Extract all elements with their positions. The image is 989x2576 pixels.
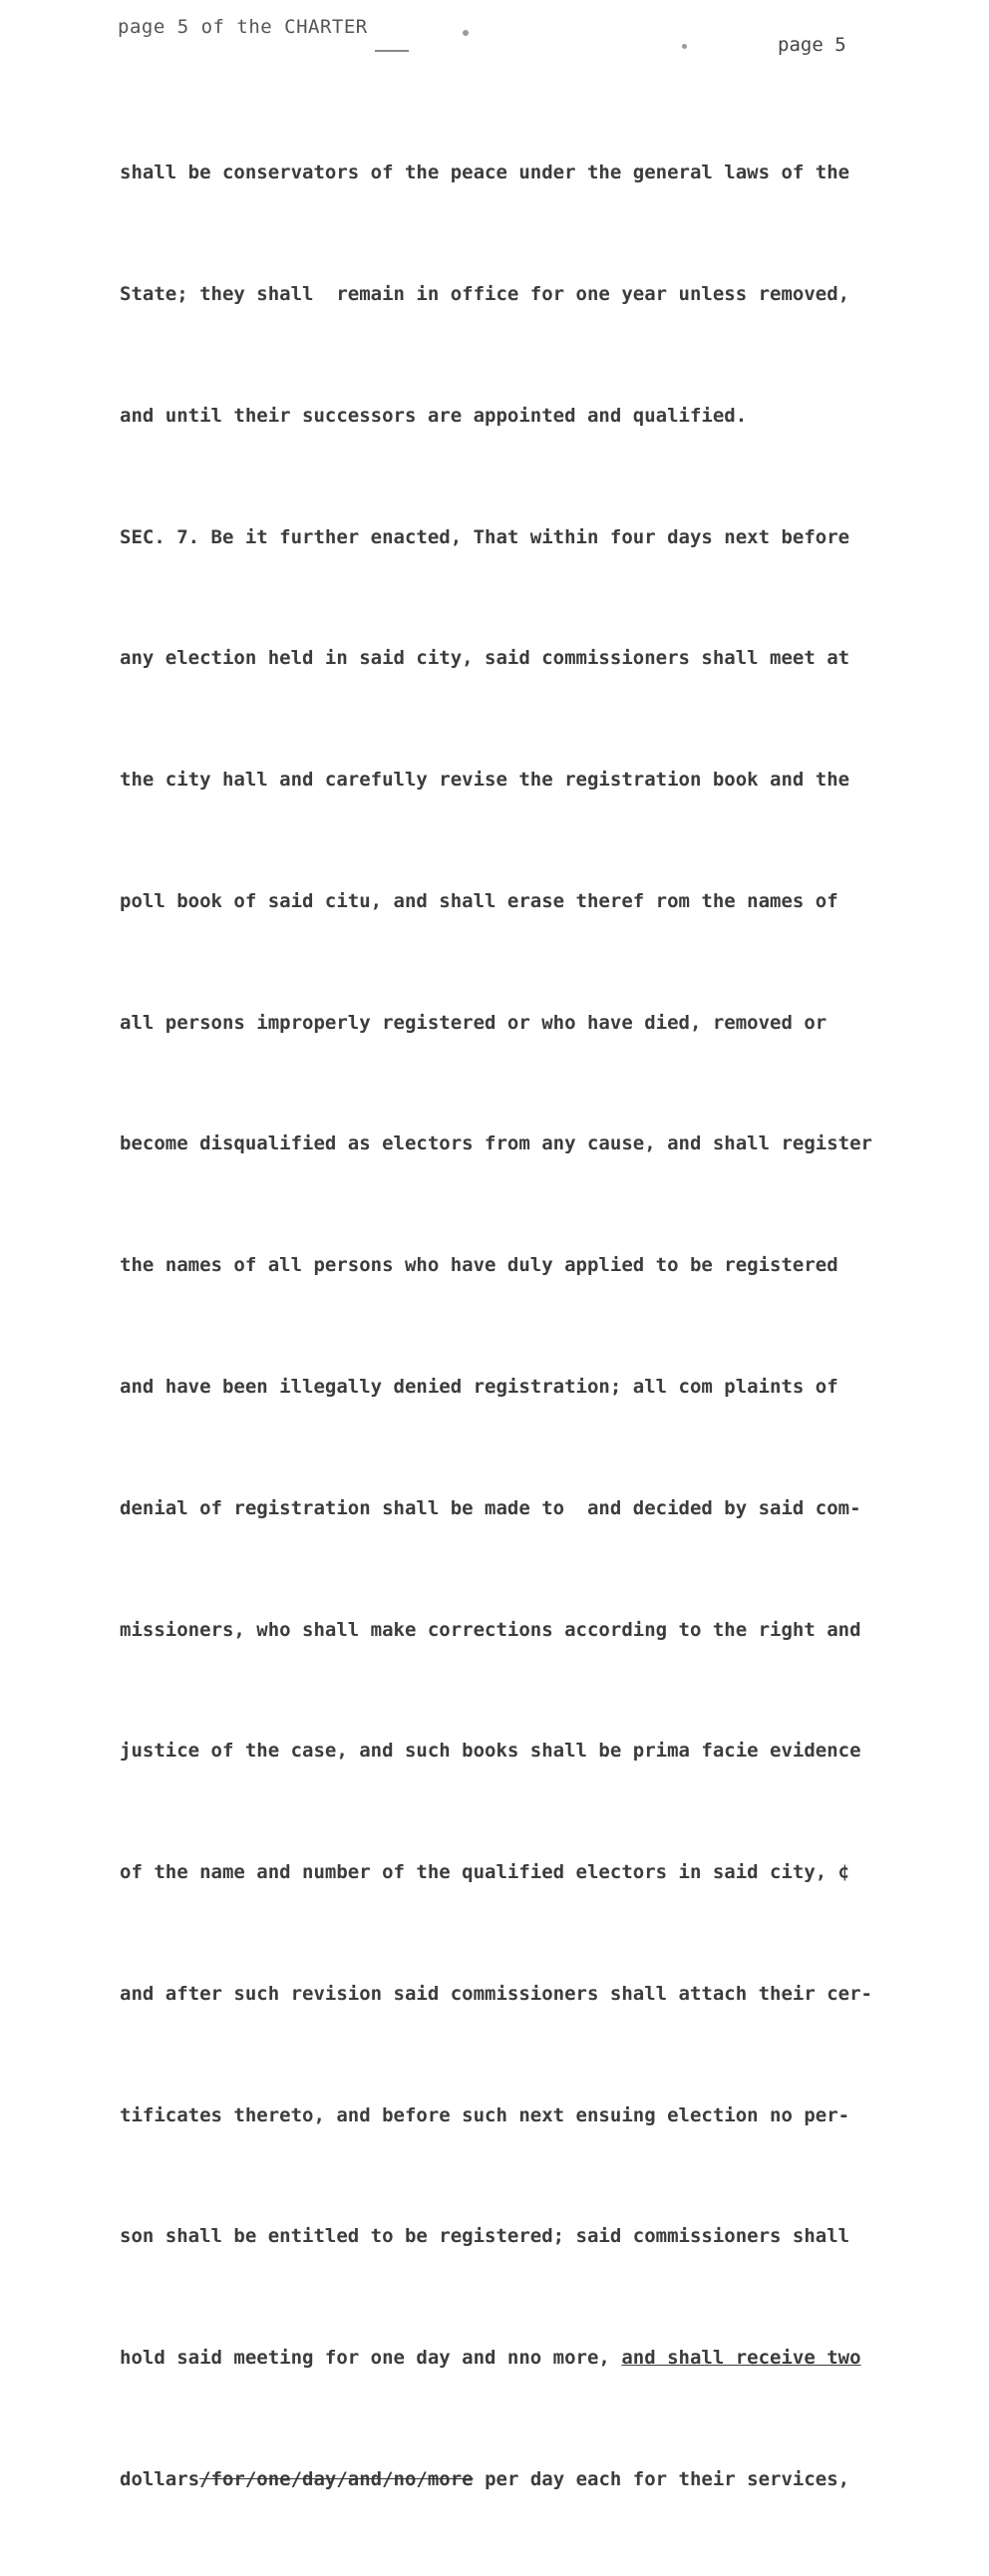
text-line: the city hall and carefully revise the registration book and the [120, 769, 850, 792]
text-line: all persons improperly registered or who have died, removed or [120, 1011, 827, 1034]
text-line: and have been illegally denied registration; all com plaints of [120, 1376, 838, 1398]
text-line: any election held in said city, said commissioners shall meet at [120, 647, 850, 670]
pen-mark [375, 50, 409, 52]
text-line: justice of the case, and such books shall be prima facie evidence [120, 1740, 861, 1763]
underlined-text: and shall receive two [621, 2347, 861, 2370]
text-line: son shall be entitled to be registered; said commissioners shall [120, 2225, 850, 2248]
text-line: poll book of said citu, and shall erase theref rom the names of [120, 889, 838, 912]
text-line: tificates thereto, and before such next ensuing election no per- [120, 2103, 850, 2126]
text-line: missioners, who shall make corrections according to the right and [120, 1618, 861, 1641]
text-line: State; they shall remain in office for one year unless removed, [120, 282, 850, 305]
text-line: of the name and number of the qualified electors in said city, ¢ [120, 1861, 850, 1884]
struck-text: /for/one/day/and/no/more [199, 2468, 474, 2491]
text-line: and until their successors are appointed and qualified. [120, 404, 748, 427]
header-left: page 5 of the CHARTER [118, 16, 368, 38]
text-line: become disqualified as electors from any cause, and shall register [120, 1132, 872, 1155]
text-line [120, 2338, 937, 2379]
text-line [120, 2459, 937, 2500]
typed-body [120, 72, 937, 2576]
page-number: page 5 [778, 34, 846, 56]
text-line: and after such revision said commissioners shall attach their cer- [120, 1982, 872, 2005]
punch-hole-mark [682, 44, 687, 49]
text-line: the names of all persons who have duly applied to be registered [120, 1254, 838, 1277]
punch-hole-mark [463, 30, 469, 36]
text-line: denial of registration shall be made to and decided by said com- [120, 1496, 861, 1519]
text-segment: per day each for their services, [473, 2468, 850, 2491]
text-segment: dollars [120, 2468, 200, 2491]
text-line: SEC. 7. Be it further enacted, That within four days next before [120, 525, 850, 548]
text-line: shall be conservators of the peace under the general laws of the [120, 161, 850, 184]
text-segment: hold said meeting for one day and nno more, [120, 2347, 622, 2370]
